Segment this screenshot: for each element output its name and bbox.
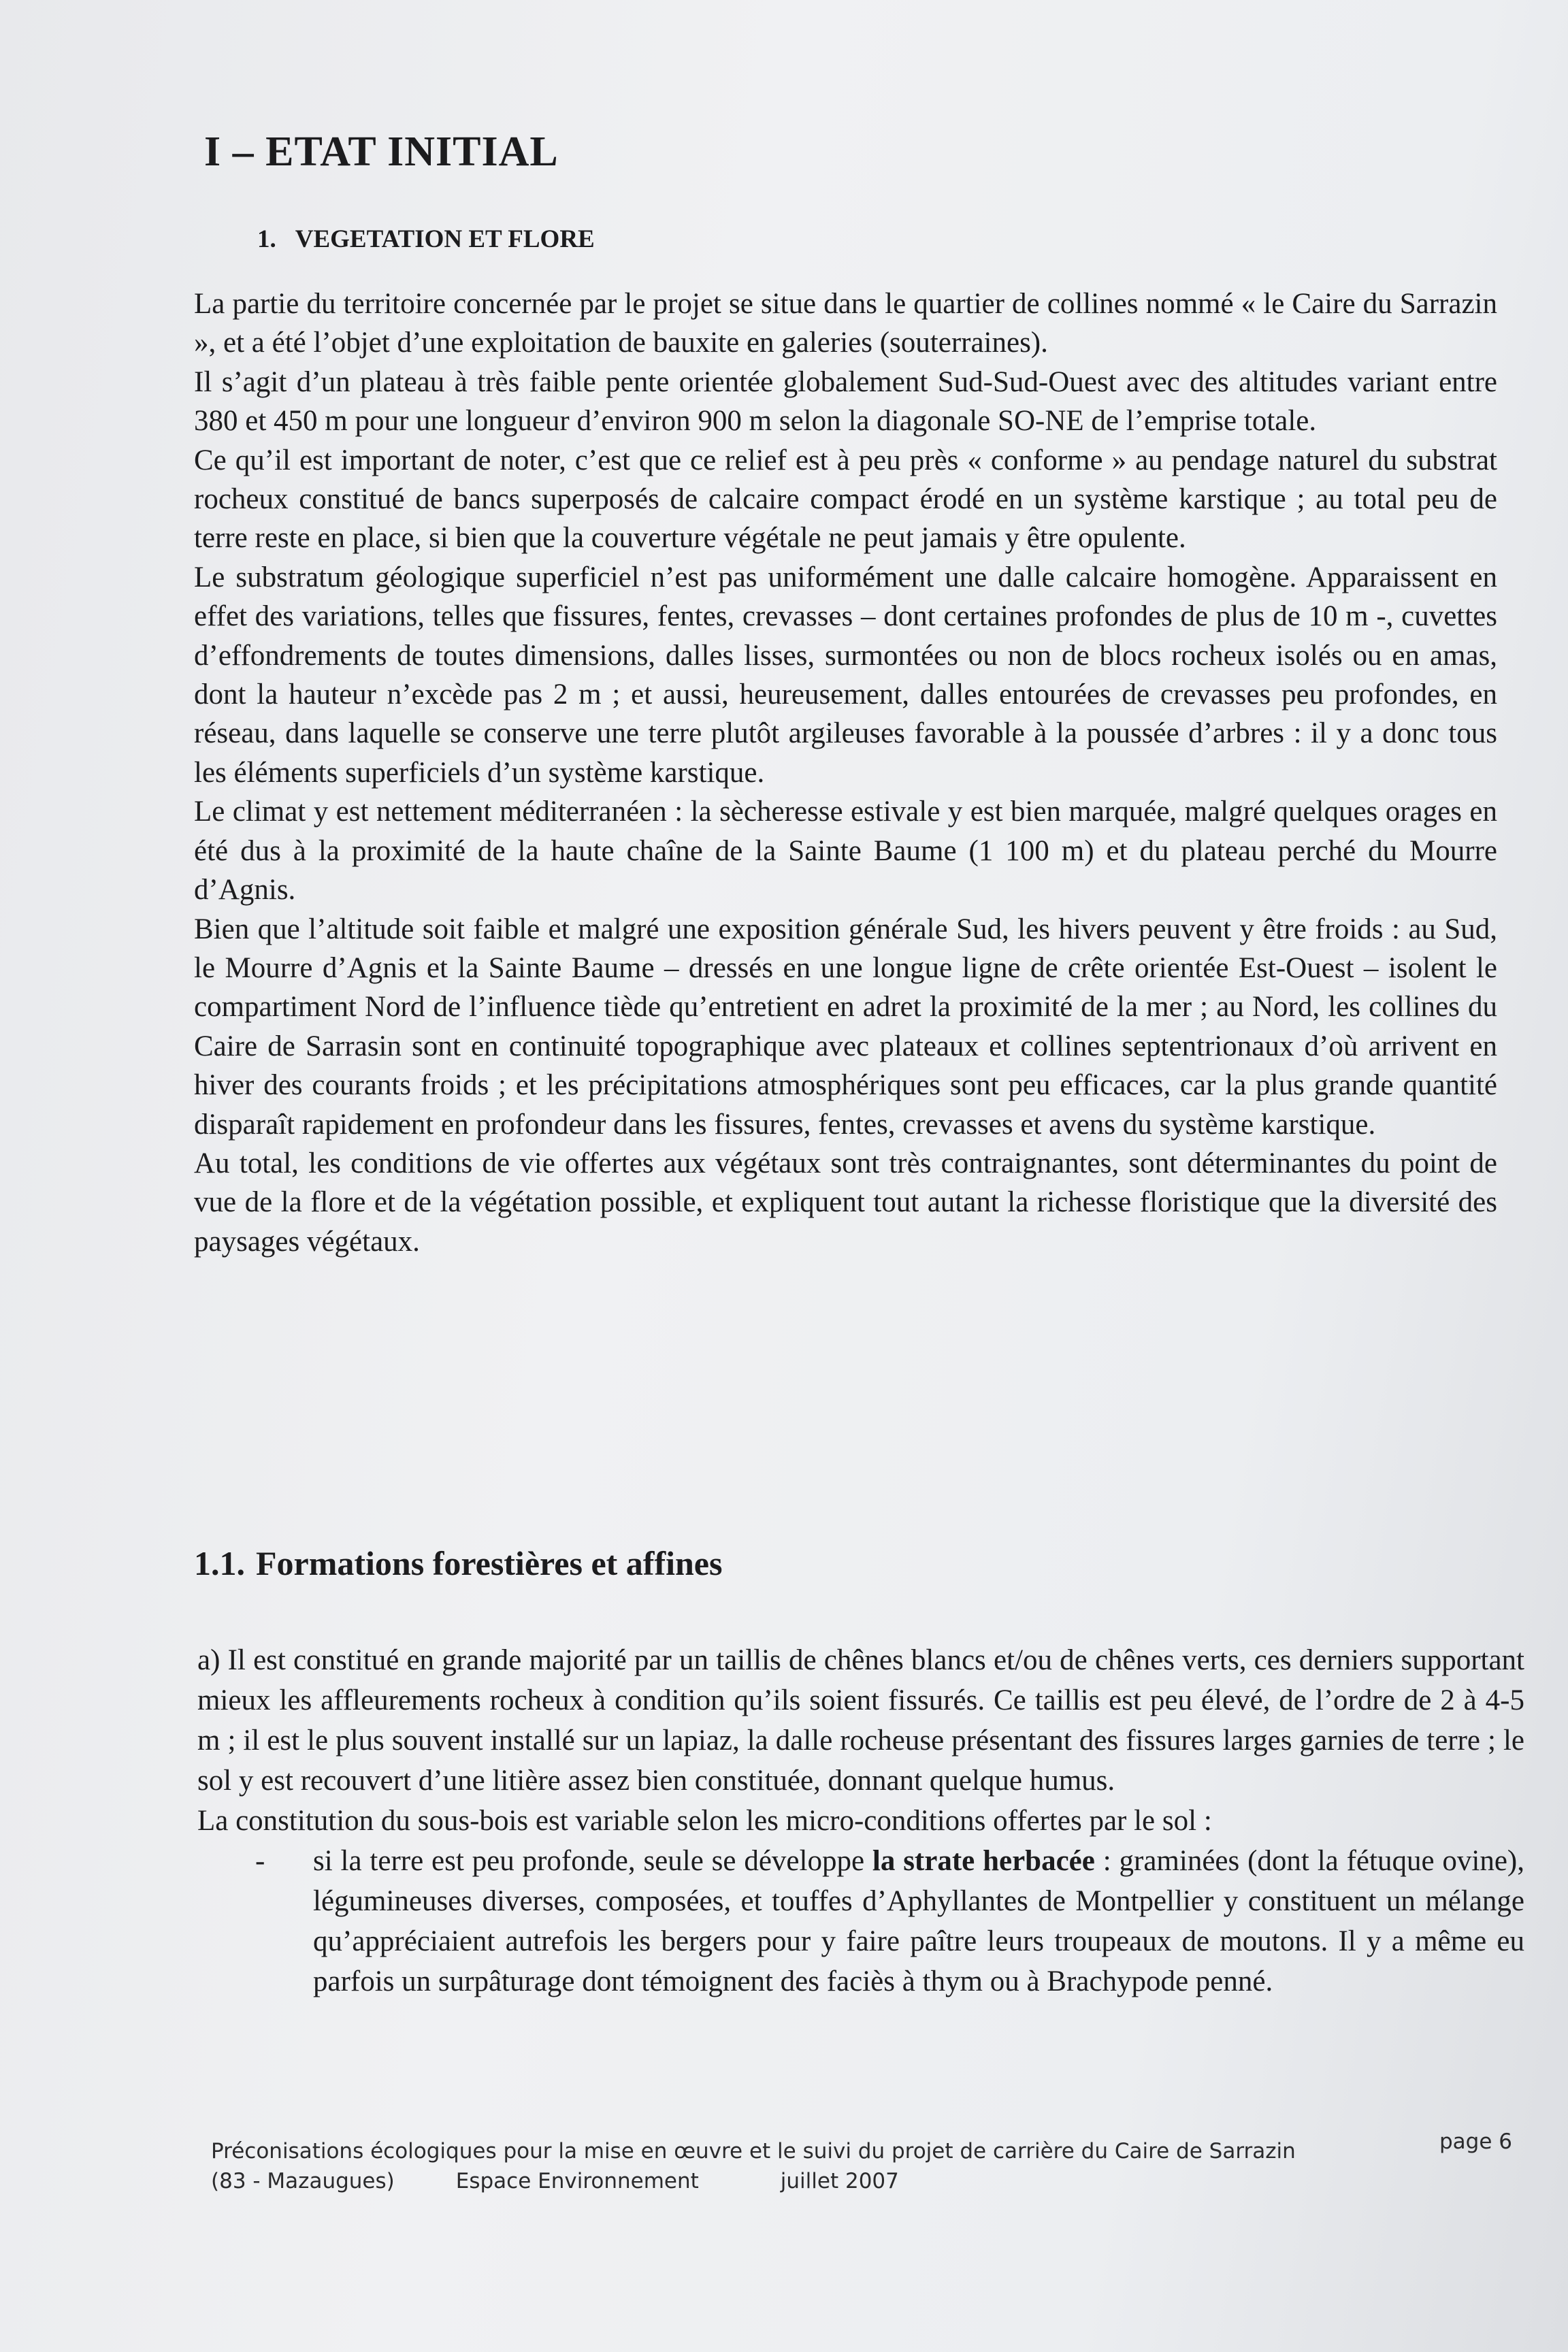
page-number: page 6 <box>1439 2129 1513 2154</box>
paragraph: La constitution du sous-bois est variable selon les micro-conditions offertes par le sol : <box>197 1805 1212 1837</box>
body-text <box>194 284 1497 1261</box>
footer-title: Préconisations écologiques pour la mise en œuvre et le suivi du projet de carrière du Caire de Sarrazin <box>211 2139 1296 2163</box>
subsection-number: 1.1. <box>194 1544 245 1582</box>
footer-details <box>211 2167 899 2195</box>
paragraph: Bien que l’altitude soit faible et malgré une exposition générale Sud, les hivers peuvent y être froids : au Sud, le Mourre d’Agnis et la Sainte Baume – dressés en une longue ligne de crête orientée Est-Ouest – isolent le compartiment Nord de l’influence tiède qu’entretient en adret la proximité de la mer ; au Nord, les collines du Caire de Sarrasin sont en continuité topographique avec plateaux et collines septentrionaux d’où arrivent en hiver des courants froids ; et les précipitations atmosphériques sont peu efficaces, car la plus grande quantité disparaît rapidement en profondeur dans les fissures, fentes, crevasses et avens du système karstique. <box>194 913 1497 1141</box>
footer-date: juillet 2007 <box>780 2169 899 2193</box>
bullet-list <box>197 1841 1524 2002</box>
list-item <box>197 1841 1524 2002</box>
footer-organization: Espace Environnement <box>455 2169 699 2193</box>
section-title: VEGETATION ET FLORE <box>295 225 595 253</box>
section-number: 1. <box>257 225 276 253</box>
paragraph: a) Il est constitué en grande majorité par un taillis de chênes blancs et/ou de chênes verts, ces derniers supportant mieux les affleurements rocheux à condition qu’ils soient fissurés. Ce taillis est peu élevé, de l’ordre de 2 à 4-5 m ; il est le plus souvent installé sur un lapiaz, la dalle rocheuse présentant des fissures larges garnies de terre ; le sol y est recouvert d’une litière assez bien constituée, donnant quelque humus. <box>197 1644 1524 1797</box>
list-dash: - <box>255 1845 265 1877</box>
paragraph: La partie du territoire concernée par le projet se situe dans le quartier de collines nommé « le Caire du Sarrazin », et a été l’objet d’une exploitation de bauxite en galeries (souterraines). <box>194 288 1497 359</box>
list-item-text: si la terre est peu profonde, seule se développe <box>313 1845 872 1877</box>
main-heading: I – ETAT INITIAL <box>204 129 559 175</box>
paragraph: Ce qu’il est important de noter, c’est que ce relief est à peu près « conforme » au pendage naturel du substrat rocheux constitué de bancs superposés de calcaire compact érodé en un système karstique ; au total peu de terre reste en place, si bien que la couverture végétale ne peut jamais y être opulente. <box>194 444 1497 555</box>
paragraph: Au total, les conditions de vie offertes aux végétaux sont très contraignantes, sont déterminantes du point de vue de la flore et de la végétation possible, et expliquent tout autant la richesse floristique que la diversité des paysages végétaux. <box>194 1147 1497 1258</box>
paragraph: Le substratum géologique superficiel n’est pas uniformément une dalle calcaire homogène. Apparaissent en effet des variations, telles que fissures, fentes, crevasses – dont certaines profondes de plus de 10 m -, cuvettes d’effondrements de toutes dimensions, dalles lisses, surmontées ou non de blocs rocheux isolés ou en amas, dont la hauteur n’excède pas 2 m ; et aussi, heureusement, dalles entourées de crevasses peu profondes, en réseau, dans laquelle se conserve une terre plutôt argileuses favorable à la poussée d’arbres : il y a donc tous les éléments superficiels d’un système karstique. <box>194 561 1497 789</box>
footer-location: (83 - Mazaugues) <box>211 2169 395 2193</box>
list-item-bold: la strate herbacée <box>872 1845 1095 1877</box>
list-item-text: : graminées (dont la fétuque ovine), légumineuses diverses, composées, et touffes d’Aphyllantes de Montpellier y constituent un mélange qu’appréciaient autrefois les bergers pour y faire paître leurs troupeaux de moutons. Il y a même eu parfois un surpâturage dont témoignent des faciès à thym ou à Brachypode penné. <box>313 1845 1524 1997</box>
subsection-body <box>197 1640 1524 2002</box>
paragraph: Il s’agit d’un plateau à très faible pente orientée globalement Sud-Sud-Ouest avec des altitudes variant entre 380 et 450 m pour une longueur d’environ 900 m selon la diagonale SO-NE de l’emprise totale. <box>194 365 1497 438</box>
paragraph: Le climat y est nettement méditerranéen : la sècheresse estivale y est bien marquée, malgré quelques orages en été dus à la proximité de la haute chaîne de la Sainte Baume (1 100 m) et du plateau perché du Mourre d’Agnis. <box>194 796 1497 906</box>
section-heading <box>257 225 595 254</box>
subsection-heading <box>194 1544 722 1583</box>
subsection-title: Formations forestières et affines <box>256 1544 723 1582</box>
